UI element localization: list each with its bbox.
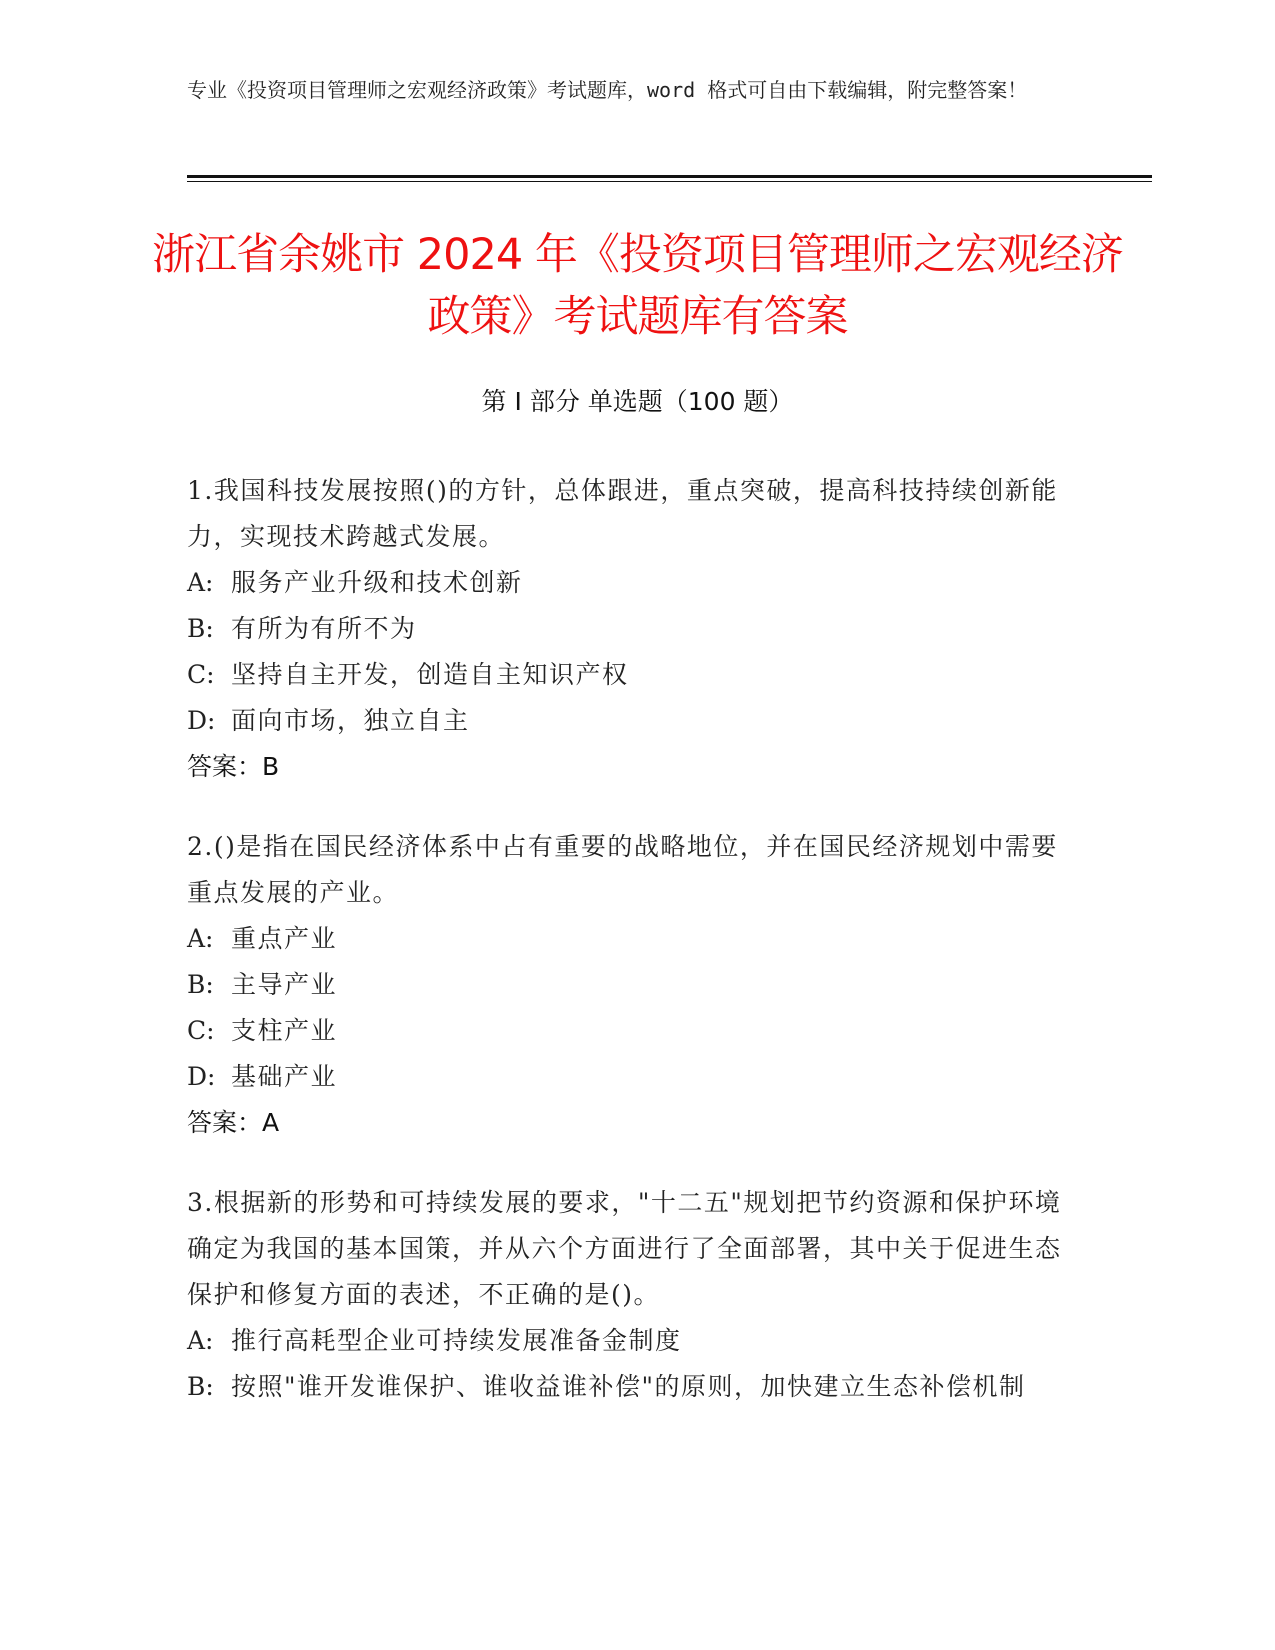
option-text: 面向市场，独立自主 [231,706,470,735]
option-key: B: [187,614,214,643]
option-key: C: [187,1016,215,1045]
question-stem: 3.根据新的形势和可持续发展的要求，"十二五"规划把节约资源和保护环境确定为我国的基本国策，并从六个方面进行了全面部署，其中关于促进生态保护和修复方面的表述，不正确的是()。 [187,1188,1062,1309]
option-b [187,962,1067,1008]
option-text: 坚持自主开发，创造自主知识产权 [231,660,629,689]
header-rule-thin [187,181,1152,182]
option-b [187,1364,1067,1410]
option-c [187,652,1067,698]
question-stem: 2.()是指在国民经济体系中占有重要的战略地位，并在国民经济规划中需要重点发展的产业。 [187,832,1058,907]
option-text: 推行高耗型企业可持续发展准备金制度 [231,1326,682,1355]
option-d [187,1054,1067,1100]
option-text: 重点产业 [231,924,338,953]
option-a [187,1318,1067,1364]
option-c [187,1008,1067,1054]
option-text: 支柱产业 [231,1016,338,1045]
option-key: A: [187,1326,214,1355]
document-title: 浙江省余姚市 2024 年《投资项目管理师之宏观经济政策》考试题库有答案 [152,230,1123,342]
answer-line: 答案：B [187,752,280,781]
option-key: A: [187,568,214,597]
option-a [187,560,1067,606]
option-text: 有所为有所不为 [231,614,417,643]
question-2 [187,824,1067,1146]
option-text: 按照"谁开发谁保护、谁收益谁补偿"的原则，加快建立生态补偿机制 [231,1372,1026,1401]
question-stem: 1.我国科技发展按照()的方针，总体跟进，重点突破，提高科技持续创新能力，实现技术跨越式发展。 [187,476,1058,551]
option-text: 服务产业升级和技术创新 [231,568,523,597]
option-text: 基础产业 [231,1062,338,1091]
header-note: 专业《投资项目管理师之宏观经济政策》考试题库，word 格式可自由下载编辑，附完整答案！ [187,78,1028,102]
header-rule-thick [187,175,1152,178]
option-key: D: [187,1062,216,1091]
question-list [187,468,1067,1444]
question-1 [187,468,1067,790]
answer-line: 答案：A [187,1108,280,1137]
option-key: C: [187,660,215,689]
section-heading: 第 I 部分 单选题（100 题） [481,387,794,416]
option-text: 主导产业 [231,970,338,999]
option-key: D: [187,706,216,735]
option-a [187,916,1067,962]
option-key: A: [187,924,214,953]
option-key: B: [187,1372,214,1401]
option-b [187,606,1067,652]
option-d [187,698,1067,744]
question-3 [187,1180,1067,1410]
option-key: B: [187,970,214,999]
